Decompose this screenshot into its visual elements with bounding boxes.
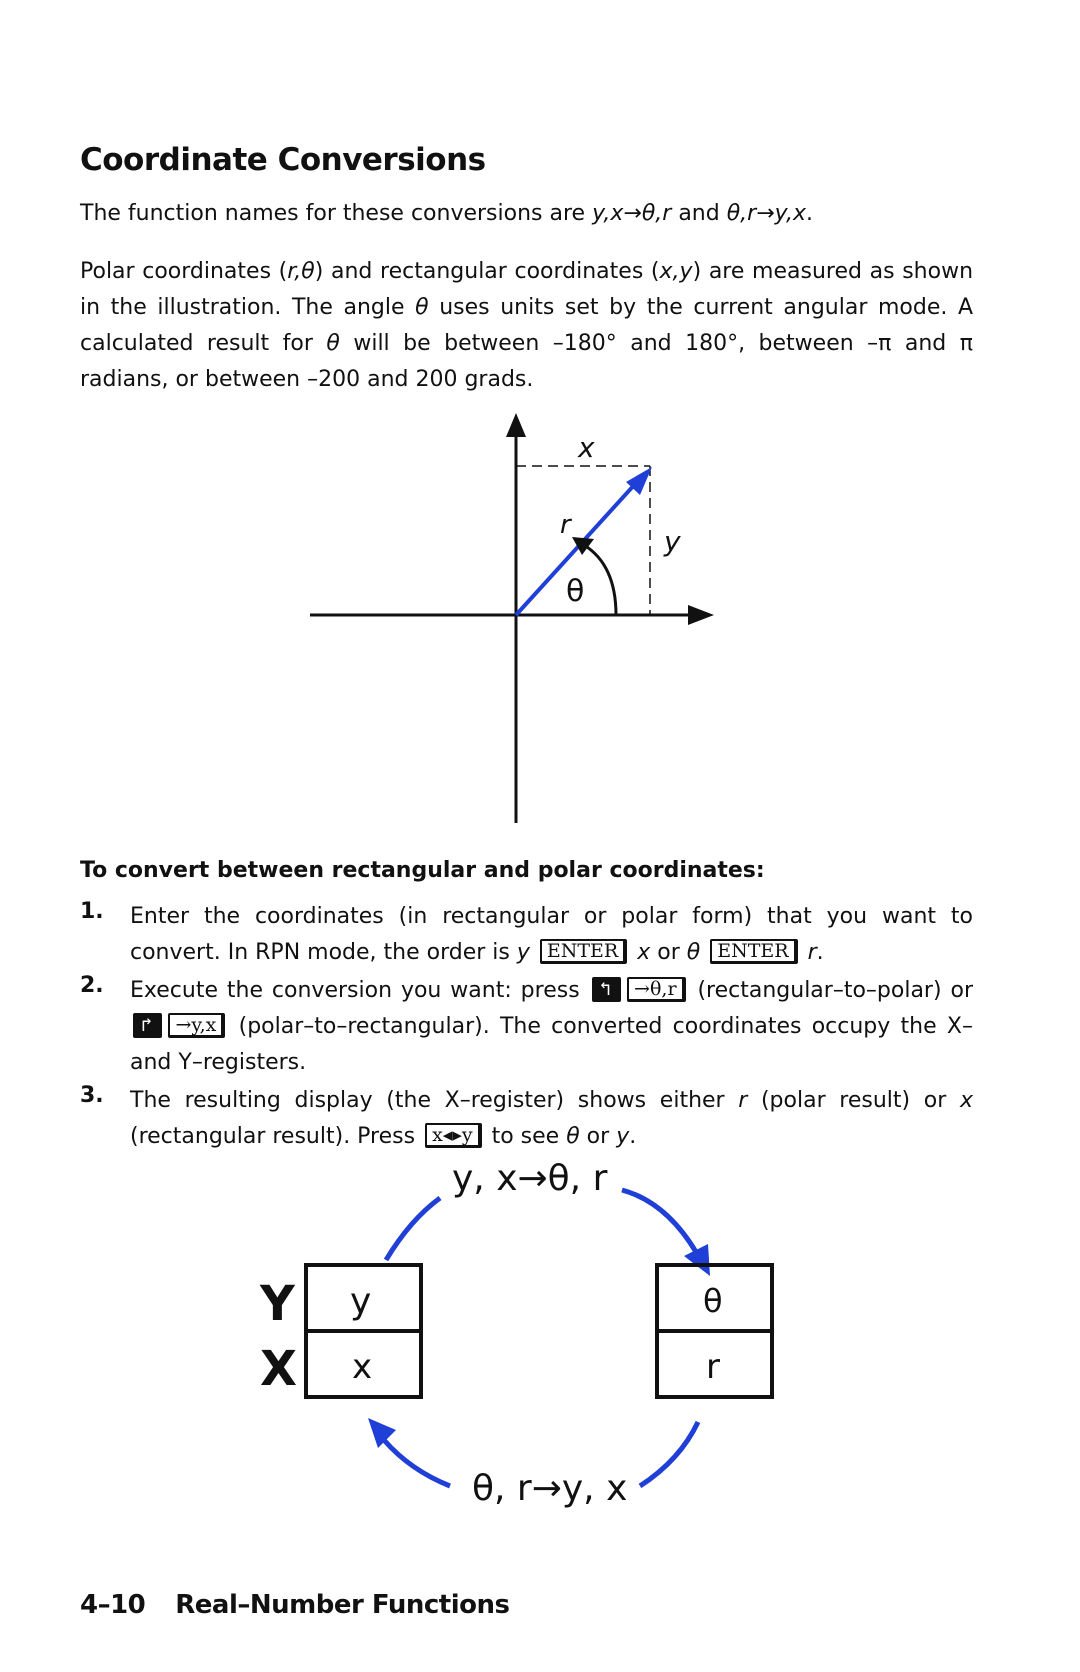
step-text: Execute the conversion you want: press <box>130 978 589 1003</box>
to-polar-key: →θ,r <box>627 977 685 1002</box>
theta-symbol: θ <box>326 331 340 356</box>
right-stack-theta: θ <box>703 1282 723 1320</box>
right-stack-r: r <box>706 1347 720 1387</box>
theta-arc <box>584 545 616 615</box>
chapter-title: Real–Number Functions <box>175 1590 510 1620</box>
page-number: 4–10 <box>80 1590 146 1620</box>
right-shift-key: ↱ <box>133 1013 162 1038</box>
to-rect-key: →y,x <box>168 1013 225 1038</box>
var-y: y <box>616 1124 630 1149</box>
r-label: r <box>560 510 571 540</box>
intro-and: and <box>671 201 727 226</box>
var-y: y <box>516 940 530 965</box>
procedure-heading: To convert between rectangular and polar coordinates: <box>80 858 765 883</box>
left-stack-x: x <box>352 1347 373 1387</box>
y-register-label: Y <box>260 1276 295 1332</box>
intro-suffix: . <box>805 201 813 226</box>
para-text: ) and rectangular coordinates ( <box>314 259 660 284</box>
enter-key: ENTER <box>540 939 627 964</box>
var-r: r <box>807 940 817 965</box>
x-axis-arrow-icon <box>688 605 714 625</box>
step-number: 3. <box>80 1083 104 1108</box>
bottom-left-arc <box>384 1440 450 1486</box>
var-x: x <box>637 940 651 965</box>
intro-text: The function names for these conversions are <box>80 201 593 226</box>
theta-label: θ <box>566 574 585 609</box>
step-text: (polar result) or <box>747 1088 960 1113</box>
bottom-arrow-icon <box>368 1418 396 1448</box>
polar-description-paragraph <box>80 254 973 398</box>
to-polar-label: y, x→θ, r <box>452 1158 608 1199</box>
step-text: Enter the coordinates (in rectangular or polar form) that you want to convert. In RPN mode, the order is <box>130 904 973 965</box>
step-text: . <box>816 940 824 965</box>
top-right-arc <box>622 1190 696 1252</box>
step-number: 1. <box>80 899 104 924</box>
step-2-text <box>130 973 973 1081</box>
register-conversion-diagram <box>240 1150 800 1520</box>
step-text: to see <box>484 1124 567 1149</box>
step-text: . <box>629 1124 637 1149</box>
x-register-label: X <box>260 1341 298 1397</box>
step-1-text <box>130 899 973 971</box>
step-text: or <box>650 940 687 965</box>
para-text: will be between –180° and 180°, between –π and π radians, or between –200 and 200 grads. <box>80 331 973 392</box>
step-number: 2. <box>80 973 104 998</box>
left-shift-key: ↰ <box>592 977 621 1002</box>
theta-symbol: θ <box>415 295 429 320</box>
para-text: uses units set by the current angular mode. A calculated result for <box>80 295 973 356</box>
step-text: The resulting display (the X–register) shows either <box>130 1088 739 1113</box>
var-theta: θ <box>566 1124 580 1149</box>
var-r: r <box>738 1088 748 1113</box>
step-text: (rectangular result). Press <box>130 1124 423 1149</box>
step-text: (polar–to–rectangular). The converted coordinates occupy the X– and Y–registers. <box>130 1014 973 1075</box>
top-arrow-icon <box>684 1244 710 1276</box>
page-footer <box>80 1590 509 1620</box>
para-text: ) are measured as shown in the illustration. The angle <box>80 259 974 320</box>
rect-vars: x,y <box>659 259 693 284</box>
to-rect-label: θ, r→y, x <box>472 1468 628 1509</box>
step-text: (rectangular–to–polar) or <box>688 978 973 1003</box>
coordinate-diagram <box>290 405 730 825</box>
var-theta: θ <box>686 940 701 965</box>
y-axis-arrow-icon <box>506 413 526 437</box>
var-x: x <box>959 1088 973 1113</box>
bottom-right-arc <box>640 1422 698 1486</box>
step-3-text <box>130 1083 973 1155</box>
y-label: y <box>664 525 681 558</box>
para-text: Polar coordinates ( <box>80 259 288 284</box>
intro-paragraph <box>80 196 973 232</box>
function-name-to-rect: θ,r→y,x <box>726 201 806 226</box>
page-title: Coordinate Conversions <box>80 142 486 178</box>
swap-key: x◂▸y <box>425 1123 482 1148</box>
function-name-to-polar: y,x→θ,r <box>592 201 672 226</box>
enter-key: ENTER <box>710 939 797 964</box>
step-text: or <box>579 1124 617 1149</box>
x-label: x <box>578 431 595 464</box>
polar-vars: r,θ <box>287 259 315 284</box>
left-stack-y: y <box>350 1281 372 1322</box>
top-left-arc <box>386 1198 440 1260</box>
